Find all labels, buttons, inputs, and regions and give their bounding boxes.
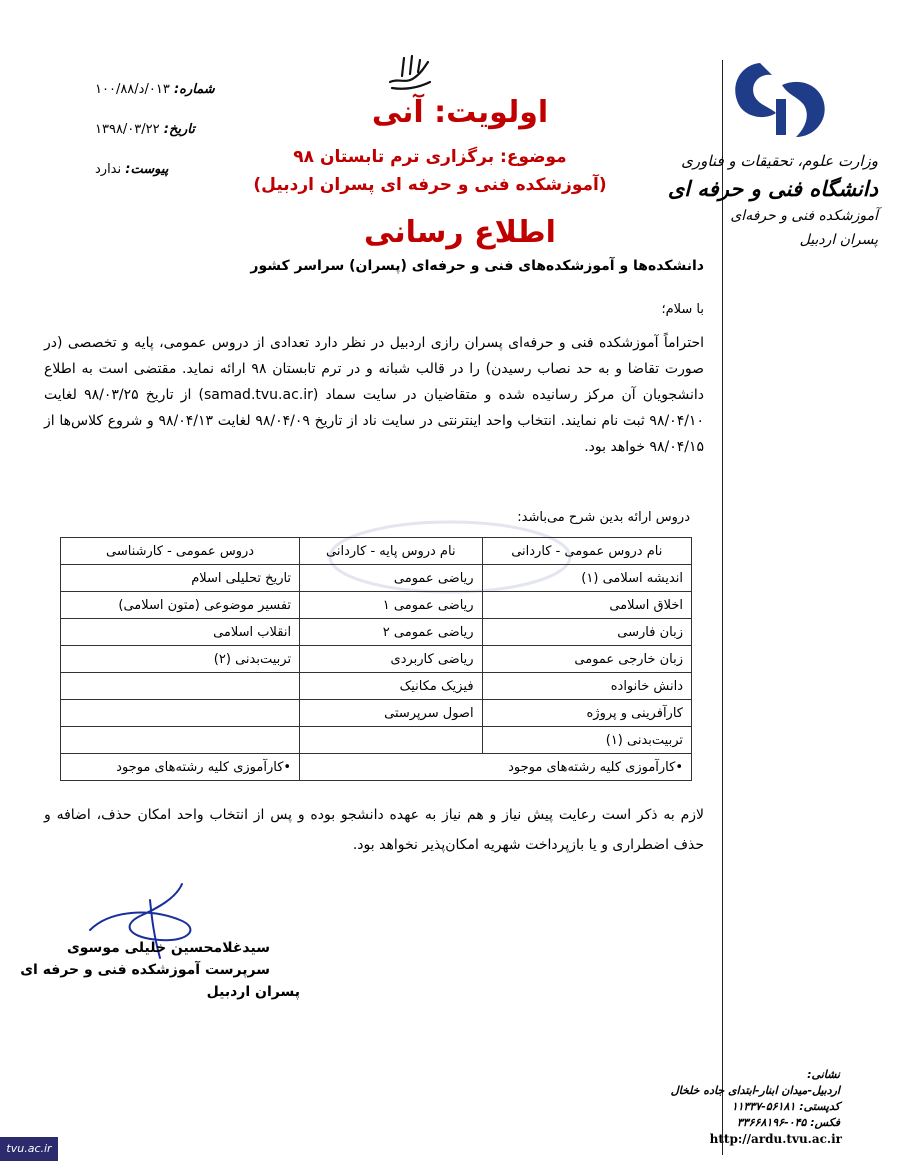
table-cell: اخلاق اسلامی bbox=[482, 592, 691, 619]
table-cell: اصول سرپرستی bbox=[300, 700, 483, 727]
date-label: تاریخ: bbox=[163, 122, 195, 137]
address: اردبیل-میدان ابنار-ابتدای جاده خلخال bbox=[670, 1084, 840, 1097]
fax-row: فکس: ۰۴۵-۳۳۶۶۸۱۹۶ bbox=[736, 1116, 840, 1129]
table-cell: انقلاب اسلامی bbox=[61, 619, 300, 646]
table-header-row bbox=[61, 538, 692, 565]
college-name: آموزشکده فنی و حرفه‌ای bbox=[730, 208, 878, 224]
priority-title: اولویت: آنی bbox=[371, 95, 549, 130]
subject-label: موضوع: bbox=[500, 147, 567, 167]
subject-line2: (آموزشکده فنی و حرفه ای پسران اردبیل) bbox=[253, 175, 607, 195]
table-cell: تاریخ تحلیلی اسلام bbox=[61, 565, 300, 592]
university-name: دانشگاه فنی و حرفه ای bbox=[667, 176, 878, 201]
postal-code-row: کدپستی: ۵۶۱۸۱-۱۱۳۳۷ bbox=[731, 1100, 840, 1113]
announcement-title: اطلاع رسانی bbox=[364, 215, 556, 250]
table-cell: اندیشه اسلامی (۱) bbox=[482, 565, 691, 592]
table-row bbox=[61, 673, 692, 700]
attachment-label: پیوست: bbox=[125, 162, 169, 177]
date-value: ۱۳۹۸/۰۳/۲۲ bbox=[95, 122, 160, 137]
table-cell: •کارآموزی کلیه رشته‌های موجود bbox=[61, 754, 300, 781]
website-link[interactable]: http://ardu.tvu.ac.ir bbox=[709, 1132, 842, 1146]
signer-name: سیدغلامحسین خلیلی موسوی bbox=[66, 940, 270, 956]
table-cell: •کارآموزی کلیه رشته‌های موجود bbox=[300, 754, 692, 781]
table-cell: ریاضی کاربردی bbox=[300, 646, 483, 673]
table-cell: زبان خارجی عمومی bbox=[482, 646, 691, 673]
table-cell bbox=[61, 700, 300, 727]
courses-table bbox=[60, 537, 692, 781]
addressee: دانشکده‌ها و آموزشکده‌های فنی و حرفه‌ای (پسران) سراسر کشور bbox=[250, 258, 704, 274]
table-cell: دانش خانواده bbox=[482, 673, 691, 700]
table-cell: تربیت‌بدنی (۱) bbox=[482, 727, 691, 754]
column-header: دروس عمومی - کارشناسی bbox=[61, 538, 300, 565]
table-cell: فیزیک مکانیک bbox=[300, 673, 483, 700]
site-badge: tvu.ac.ir bbox=[0, 1137, 58, 1161]
table-row bbox=[61, 592, 692, 619]
letter-date-row bbox=[95, 122, 195, 137]
table-cell bbox=[300, 727, 483, 754]
table-cell: ریاضی عمومی ۱ bbox=[300, 592, 483, 619]
bullet-icon: • bbox=[675, 759, 683, 775]
column-header: نام دروس عمومی - کاردانی bbox=[482, 538, 691, 565]
table-cell: کارآفرینی و پروژه bbox=[482, 700, 691, 727]
table-cell: ریاضی عمومی bbox=[300, 565, 483, 592]
letter-body: احتراماً آموزشکده فنی و حرفه‌ای پسران رازی اردبیل در نظر دارد تعدادی از دروس عمومی، پایه و تخصصی (در صورت تقاضا و به حد نصاب رسیدن) را در قالب شبانه و در ترم تابستان ۹۸ ارائه نماید. مقتضی است به اطلاع دانشجویان آن مرکز رسانیده شده و متقاضیان در سایت سماد (samad.tvu.ac.ir) از تاریخ ۹۸/۰۳/۲۵ لغایت ۹۸/۰۴/۱۰ ثبت نام نمایند. انتخاب واحد اینترنتی در سایت ناد از تاریخ ۹۸/۰۴/۰۹ لغایت ۹۸/۰۴/۱۳ و شروع کلاس‌ها از ۹۸/۰۴/۱۵ خواهد بود. bbox=[44, 335, 704, 455]
table-row bbox=[61, 565, 692, 592]
address-label: نشانی: bbox=[807, 1068, 840, 1081]
signer-title: سرپرست آموزشکده فنی و حرفه ای bbox=[20, 962, 270, 978]
table-cell: ریاضی عمومی ۲ bbox=[300, 619, 483, 646]
table-footer-row bbox=[61, 754, 692, 781]
subject-block bbox=[240, 143, 620, 199]
table-row bbox=[61, 700, 692, 727]
table-row bbox=[61, 619, 692, 646]
bismillah-calligraphy bbox=[384, 48, 434, 92]
table-row bbox=[61, 646, 692, 673]
attachment-value: ندارد bbox=[95, 162, 122, 177]
courses-intro: دروس ارائه بدین شرح می‌باشد: bbox=[517, 510, 690, 525]
greeting: با سلام؛ bbox=[661, 302, 704, 317]
table-cell: تفسیر موضوعی (متون اسلامی) bbox=[61, 592, 300, 619]
table-cell bbox=[61, 727, 300, 754]
signer-title-2: پسران اردبیل bbox=[206, 984, 300, 1000]
table-cell bbox=[61, 673, 300, 700]
table-row bbox=[61, 727, 692, 754]
table-cell: زبان فارسی bbox=[482, 619, 691, 646]
margin-rule bbox=[722, 60, 723, 1155]
attachment-row bbox=[95, 162, 168, 177]
table-cell: تربیت‌بدنی (۲) bbox=[61, 646, 300, 673]
number-label: شماره: bbox=[173, 82, 215, 97]
bullet-icon: • bbox=[283, 759, 292, 775]
university-logo-icon bbox=[720, 55, 840, 150]
column-header: نام دروس پایه - کاردانی bbox=[300, 538, 483, 565]
number-value: ۰۱۳/د/۱۰۰/۸۸ bbox=[95, 82, 170, 97]
ministry-name: وزارت علوم، تحقیقات و فناوری bbox=[681, 152, 878, 170]
closing-note: لازم به ذکر است رعایت پیش نیاز و هم نیاز به عهده دانشجو بوده و پس از انتخاب واحد امکان حذف، اضافه و حذف اضطراری و یا بازپرداخت شهریه امکان‌پذیر نخواهد بود. bbox=[44, 807, 704, 853]
letter-number-row bbox=[95, 82, 215, 97]
college-branch: پسران اردبیل bbox=[799, 232, 878, 248]
subject-line1: برگزاری ترم تابستان ۹۸ bbox=[293, 147, 495, 167]
